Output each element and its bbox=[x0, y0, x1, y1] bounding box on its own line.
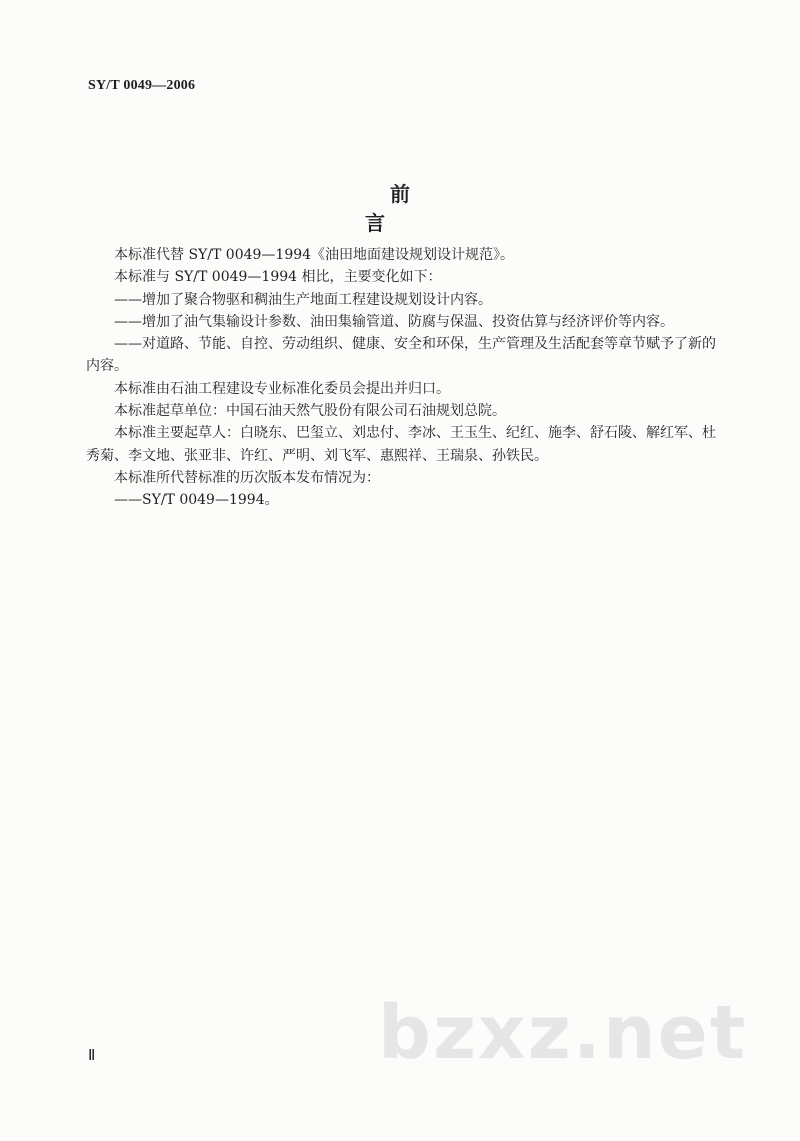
paragraph-10: ——SY/T 0049—1994。 bbox=[114, 492, 279, 509]
paragraph-3: ——增加了聚合物驱和稠油生产地面工程建设规划设计内容。 bbox=[114, 291, 492, 308]
paragraph-1: 本标准代替 SY/T 0049—1994《油田地面建设规划设计规范》。 bbox=[114, 247, 515, 263]
page-title: 前 言 bbox=[365, 182, 460, 235]
standard-code: SY/T 0049—2006 bbox=[88, 78, 196, 93]
watermark-logo: bzxz.net bbox=[378, 990, 748, 1076]
foreword-body bbox=[86, 244, 722, 512]
paragraph-2: 本标准与 SY/T 0049—1994 相比，主要变化如下： bbox=[114, 269, 442, 286]
paragraph-5: ——对道路、节能、自控、劳动组织、健康、安全和环保，生产管理及生活配套等章节赋予了新的内容。 bbox=[86, 336, 716, 375]
paragraph-4: ——增加了油气集输设计参数、油田集输管道、防腐与保温、投资估算与经济评价等内容。 bbox=[114, 313, 674, 330]
paragraph-6: 本标准由石油工程建设专业标准化委员会提出并归口。 bbox=[114, 380, 450, 397]
paragraph-7: 本标准起草单位：中国石油天然气股份有限公司石油规划总院。 bbox=[114, 403, 506, 420]
page-number: Ⅱ bbox=[88, 1048, 96, 1064]
paragraph-9: 本标准所代替标准的历次版本发布情况为： bbox=[114, 469, 380, 486]
paragraph-8: 本标准主要起草人：白晓东、巴玺立、刘忠付、李冰、王玉生、纪红、施李、舒石陵、解红军、杜秀菊、李文地、张亚非、许红、严明、刘飞军、惠熙祥、王瑞泉、孙铁民。 bbox=[86, 425, 716, 464]
